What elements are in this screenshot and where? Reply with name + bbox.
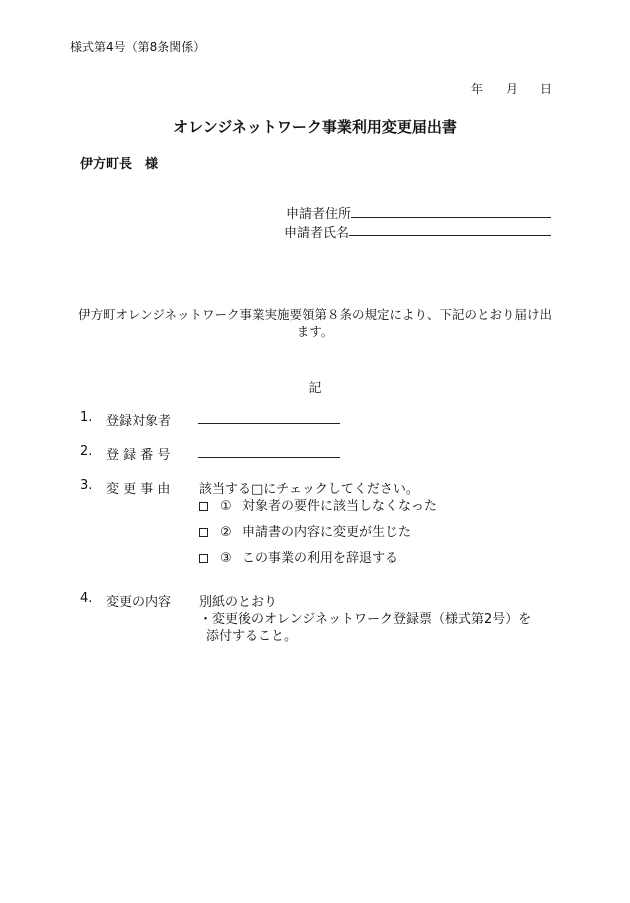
item-label-change-content: 変更の内容: [106, 595, 172, 610]
content-line2: ・変更後のオレンジネットワーク登録票（様式第2号）を: [199, 612, 532, 627]
date-month: 月: [506, 82, 519, 96]
document-title: オレンジネットワーク事業利用変更届出書: [173, 118, 457, 136]
option-text: 対象者の要件に該当しなくなった: [242, 499, 438, 514]
option-number: ③: [220, 551, 232, 566]
checkbox-option-1[interactable]: [199, 502, 208, 511]
item-number: 4.: [80, 591, 93, 606]
option-number: ①: [220, 499, 232, 514]
ki-heading: 記: [308, 381, 322, 396]
reason-option-1[interactable]: [199, 495, 437, 514]
reason-instruction: 該当する□にチェックしてください。: [199, 482, 419, 497]
reason-option-3[interactable]: [199, 547, 398, 566]
content-line1: 別紙のとおり: [199, 595, 278, 610]
option-number: ②: [220, 525, 232, 540]
applicant-address-line: [351, 217, 551, 218]
item-number: 3.: [80, 478, 93, 493]
date-year: 年: [471, 82, 484, 96]
content-line3: 添付すること。: [206, 629, 298, 644]
recipient: 伊方町長 様: [80, 157, 159, 172]
item-label-change-reason: 変 更 事 由: [106, 482, 171, 497]
checkbox-option-3[interactable]: [199, 554, 208, 563]
option-text: この事業の利用を辞退する: [242, 551, 399, 566]
registration-number-line: [198, 457, 340, 458]
applicant-name-line: [349, 235, 551, 236]
body-text-line2: ます。: [296, 324, 334, 339]
date-day: 日: [540, 82, 553, 96]
body-text-line1: 伊方町オレンジネットワーク事業実施要領第８条の規定により、下記のとおり届け出: [77, 307, 552, 322]
applicant-name-label: 申請者氏名: [284, 226, 350, 241]
item-label-target-person: 登録対象者: [106, 414, 172, 429]
reason-option-2[interactable]: [199, 521, 411, 540]
option-text: 申請書の内容に変更が生じた: [242, 525, 412, 540]
checkbox-option-2[interactable]: [199, 528, 208, 537]
form-number: 様式第4号（第8条関係）: [70, 40, 206, 54]
body-text: [0, 306, 630, 340]
item-number: 2.: [80, 444, 93, 459]
applicant-address-label: 申請者住所: [286, 207, 352, 222]
item-number: 1.: [80, 410, 93, 425]
item-label-registration-number: 登 録 番 号: [106, 448, 171, 463]
target-person-line: [198, 423, 340, 424]
